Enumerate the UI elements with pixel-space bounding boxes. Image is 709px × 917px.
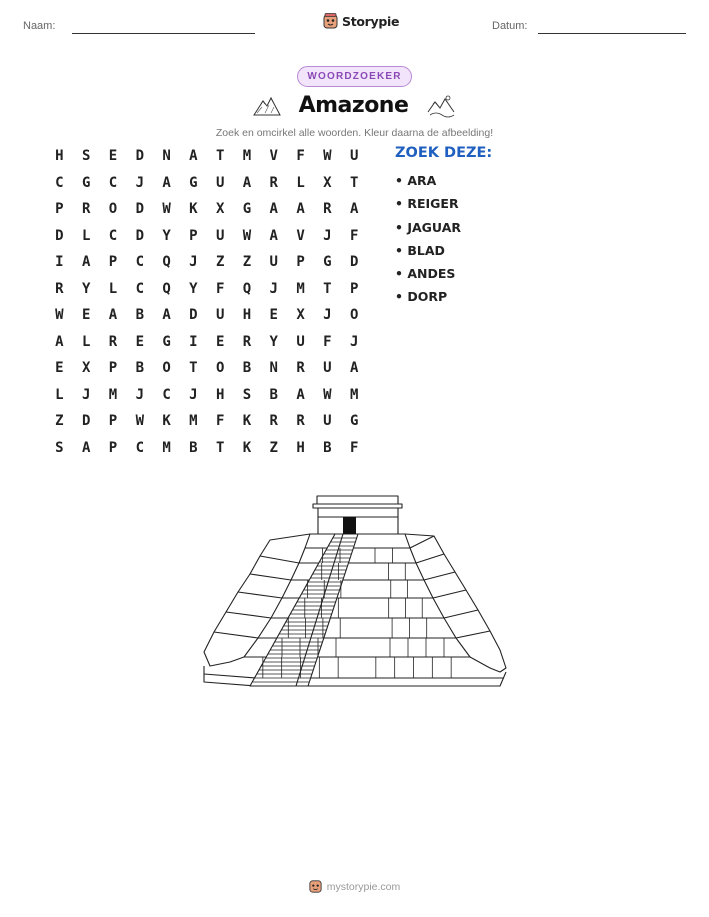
grid-letter[interactable]: A	[81, 254, 91, 271]
grid-letter[interactable]: W	[135, 413, 144, 430]
grid-letter[interactable]: W	[323, 386, 332, 403]
grid-letter[interactable]: O	[215, 360, 225, 377]
grid-letter[interactable]: U	[215, 174, 225, 191]
grid-letter[interactable]: U	[323, 360, 332, 377]
storypie-mascot-icon	[309, 879, 322, 894]
grid-letter[interactable]: A	[81, 439, 91, 456]
grid-letter[interactable]: D	[81, 413, 91, 430]
grid-letter[interactable]: A	[242, 174, 252, 191]
grid-letter[interactable]: A	[296, 386, 305, 403]
grid-letter[interactable]: R	[269, 174, 278, 191]
grid-letter[interactable]: M	[349, 386, 359, 403]
grid-letter[interactable]: J	[323, 227, 332, 244]
grid-letter[interactable]: O	[108, 201, 118, 218]
word-list-title: ZOEK DEZE:	[395, 145, 493, 161]
grid-letter[interactable]: C	[135, 254, 144, 271]
grid-letter[interactable]: U	[215, 307, 225, 324]
grid-letter[interactable]: F	[215, 413, 225, 430]
grid-letter[interactable]: N	[269, 360, 278, 377]
grid-letter[interactable]: K	[242, 439, 252, 456]
grid-letter[interactable]: X	[215, 201, 225, 218]
grid-letter[interactable]: G	[81, 174, 91, 191]
grid-letter[interactable]: L	[296, 174, 305, 191]
grid-letter[interactable]: R	[55, 280, 64, 297]
word-list-item: • BLAD	[395, 242, 445, 258]
grid-letter[interactable]: A	[108, 307, 118, 324]
grid-letter[interactable]: P	[108, 439, 118, 456]
grid-letter[interactable]: D	[135, 148, 144, 165]
grid-letter[interactable]: M	[108, 386, 118, 403]
grid-letter[interactable]: J	[135, 174, 144, 191]
grid-letter[interactable]: L	[81, 227, 91, 244]
grid-letter[interactable]: M	[296, 280, 305, 297]
grid-letter[interactable]: A	[296, 201, 305, 218]
grid-letter[interactable]: X	[296, 307, 305, 324]
grid-letter[interactable]: C	[162, 386, 171, 403]
date-field-line[interactable]	[538, 33, 686, 34]
word-list-item: • REIGER	[395, 196, 459, 212]
grid-letter[interactable]: U	[296, 333, 305, 350]
storypie-mascot-icon	[323, 13, 338, 30]
grid-letter[interactable]: Y	[269, 333, 278, 350]
grid-letter[interactable]: S	[81, 148, 91, 165]
grid-letter[interactable]: W	[323, 148, 332, 165]
grid-letter[interactable]: G	[349, 413, 359, 430]
grid-letter[interactable]: V	[269, 148, 278, 165]
grid-letter[interactable]: B	[242, 360, 252, 377]
grid-letter[interactable]: B	[135, 307, 144, 324]
date-label: Datum:	[492, 20, 528, 32]
grid-letter[interactable]: D	[135, 201, 144, 218]
grid-letter[interactable]: D	[189, 307, 198, 324]
worksheet-title: Amazone	[298, 93, 409, 118]
grid-letter[interactable]: I	[189, 333, 198, 350]
grid-letter[interactable]: C	[55, 174, 64, 191]
grid-letter[interactable]: A	[349, 201, 359, 218]
footer-url[interactable]: mystorypie.com	[326, 880, 401, 893]
footer	[0, 879, 709, 894]
word-list-item: • DORP	[395, 289, 448, 305]
grid-letter[interactable]: Z	[55, 413, 64, 430]
landscape-icon	[426, 94, 456, 118]
logo-text: Storypie	[342, 14, 400, 29]
grid-letter[interactable]: B	[189, 439, 198, 456]
grid-letter[interactable]: F	[349, 439, 359, 456]
grid-letter[interactable]: T	[323, 280, 332, 297]
grid-letter[interactable]: O	[162, 360, 171, 377]
word-list-item: • ARA	[395, 173, 437, 188]
grid-letter[interactable]: D	[135, 227, 144, 244]
grid-letter[interactable]: R	[269, 413, 278, 430]
grid-letter[interactable]: K	[162, 413, 171, 430]
word-list-item: • ANDES	[395, 266, 456, 282]
grid-letter[interactable]: J	[135, 386, 144, 403]
grid-letter[interactable]: D	[349, 254, 359, 271]
grid-letter[interactable]: L	[55, 386, 64, 403]
pyramid-illustration	[200, 490, 510, 690]
grid-letter[interactable]: E	[269, 307, 278, 324]
grid-letter[interactable]: Z	[269, 439, 278, 456]
grid-letter[interactable]: E	[215, 333, 225, 350]
grid-letter[interactable]: P	[296, 254, 305, 271]
storypie-logo	[323, 13, 399, 30]
grid-letter[interactable]: G	[162, 333, 171, 350]
grid-letter[interactable]: H	[296, 439, 305, 456]
grid-letter[interactable]: O	[349, 307, 359, 324]
grid-letter[interactable]: J	[189, 254, 198, 271]
grid-letter[interactable]: R	[296, 413, 305, 430]
grid-letter[interactable]: U	[215, 227, 225, 244]
grid-letter[interactable]: U	[349, 148, 359, 165]
grid-letter[interactable]: U	[323, 413, 332, 430]
grid-letter[interactable]: A	[349, 360, 359, 377]
grid-letter[interactable]: K	[242, 413, 252, 430]
grid-letter[interactable]: A	[269, 201, 278, 218]
grid-letter[interactable]: A	[189, 148, 198, 165]
grid-letter[interactable]: C	[108, 227, 118, 244]
word-list	[395, 145, 492, 309]
grid-letter[interactable]: D	[55, 227, 64, 244]
grid-letter[interactable]: W	[162, 201, 171, 218]
grid-letter[interactable]: E	[55, 360, 64, 377]
temple-door	[343, 517, 356, 534]
grid-letter[interactable]: R	[108, 333, 118, 350]
grid-letter[interactable]: R	[81, 201, 91, 218]
grid-letter[interactable]: Q	[242, 280, 252, 297]
grid-letter[interactable]: S	[242, 386, 252, 403]
grid-letter[interactable]: R	[242, 333, 252, 350]
grid-letter[interactable]: P	[108, 413, 118, 430]
grid-letter[interactable]: Y	[189, 280, 198, 297]
grid-letter[interactable]: C	[135, 439, 144, 456]
grid-letter[interactable]: A	[162, 307, 171, 324]
grid-letter[interactable]: M	[189, 413, 198, 430]
grid-letter[interactable]: X	[81, 360, 91, 377]
grid-letter[interactable]: T	[215, 439, 225, 456]
grid-letter[interactable]: F	[215, 280, 225, 297]
grid-letter[interactable]: J	[189, 386, 198, 403]
grid-letter[interactable]: C	[108, 174, 118, 191]
word-list-item: • JAGUAR	[395, 219, 461, 235]
grid-letter[interactable]: G	[242, 201, 252, 218]
worksheet-type-badge: WOORDZOEKER	[297, 66, 411, 87]
grid-letter[interactable]: A	[55, 333, 64, 350]
grid-letter[interactable]: Q	[162, 254, 171, 271]
grid-letter[interactable]: X	[323, 174, 332, 191]
grid-letter[interactable]: W	[55, 307, 64, 324]
grid-letter[interactable]: B	[135, 360, 144, 377]
grid-letter[interactable]: G	[323, 254, 332, 271]
grid-letter[interactable]: H	[55, 148, 64, 165]
grid-letter[interactable]: F	[323, 333, 332, 350]
grid-letter[interactable]: P	[349, 280, 359, 297]
grid-letter[interactable]: T	[349, 174, 359, 191]
grid-letter[interactable]: Y	[81, 280, 91, 297]
grid-letter[interactable]: A	[269, 227, 278, 244]
grid-letter[interactable]: B	[269, 386, 278, 403]
grid-letter[interactable]: J	[323, 307, 332, 324]
grid-letter[interactable]: T	[215, 148, 225, 165]
grid-letter[interactable]: E	[135, 333, 144, 350]
grid-letter[interactable]: H	[215, 386, 225, 403]
grid-letter[interactable]: P	[189, 227, 198, 244]
instructions: Zoek en omcirkel alle woorden. Kleur daarna de afbeelding!	[215, 127, 494, 139]
name-field-line[interactable]	[72, 33, 255, 34]
grid-letter[interactable]: P	[108, 254, 118, 271]
grid-letter[interactable]: J	[269, 280, 278, 297]
grid-letter[interactable]: C	[135, 280, 144, 297]
grid-letter[interactable]: K	[189, 201, 198, 218]
grid-letter[interactable]: Z	[242, 254, 252, 271]
grid-letter[interactable]: V	[296, 227, 305, 244]
grid-letter[interactable]: L	[108, 280, 118, 297]
grid-letter[interactable]: W	[242, 227, 252, 244]
grid-letter[interactable]: M	[162, 439, 171, 456]
grid-letter[interactable]: J	[349, 333, 359, 350]
grid-letter[interactable]: J	[81, 386, 91, 403]
grid-letter[interactable]: Q	[162, 280, 171, 297]
grid-letter[interactable]: F	[349, 227, 359, 244]
grid-letter[interactable]: G	[189, 174, 198, 191]
grid-letter[interactable]: R	[323, 201, 332, 218]
grid-letter[interactable]: M	[242, 148, 252, 165]
grid-letter[interactable]: Z	[215, 254, 225, 271]
grid-letter[interactable]: B	[323, 439, 332, 456]
grid-letter[interactable]: A	[162, 174, 171, 191]
grid-letter[interactable]: Y	[162, 227, 171, 244]
grid-letter[interactable]: P	[108, 360, 118, 377]
grid-letter[interactable]: R	[296, 360, 305, 377]
mountain-icon	[253, 95, 281, 117]
grid-letter[interactable]: E	[108, 148, 118, 165]
grid-letter[interactable]: S	[55, 439, 64, 456]
grid-letter[interactable]: T	[189, 360, 198, 377]
letter-grid	[46, 143, 368, 461]
grid-letter[interactable]: I	[55, 254, 64, 271]
grid-letter[interactable]: P	[55, 201, 64, 218]
grid-letter[interactable]: E	[81, 307, 91, 324]
grid-letter[interactable]: F	[296, 148, 305, 165]
grid-letter[interactable]: N	[162, 148, 171, 165]
grid-letter[interactable]: U	[269, 254, 278, 271]
grid-letter[interactable]: H	[242, 307, 252, 324]
name-label: Naam:	[23, 20, 56, 32]
grid-letter[interactable]: L	[81, 333, 91, 350]
